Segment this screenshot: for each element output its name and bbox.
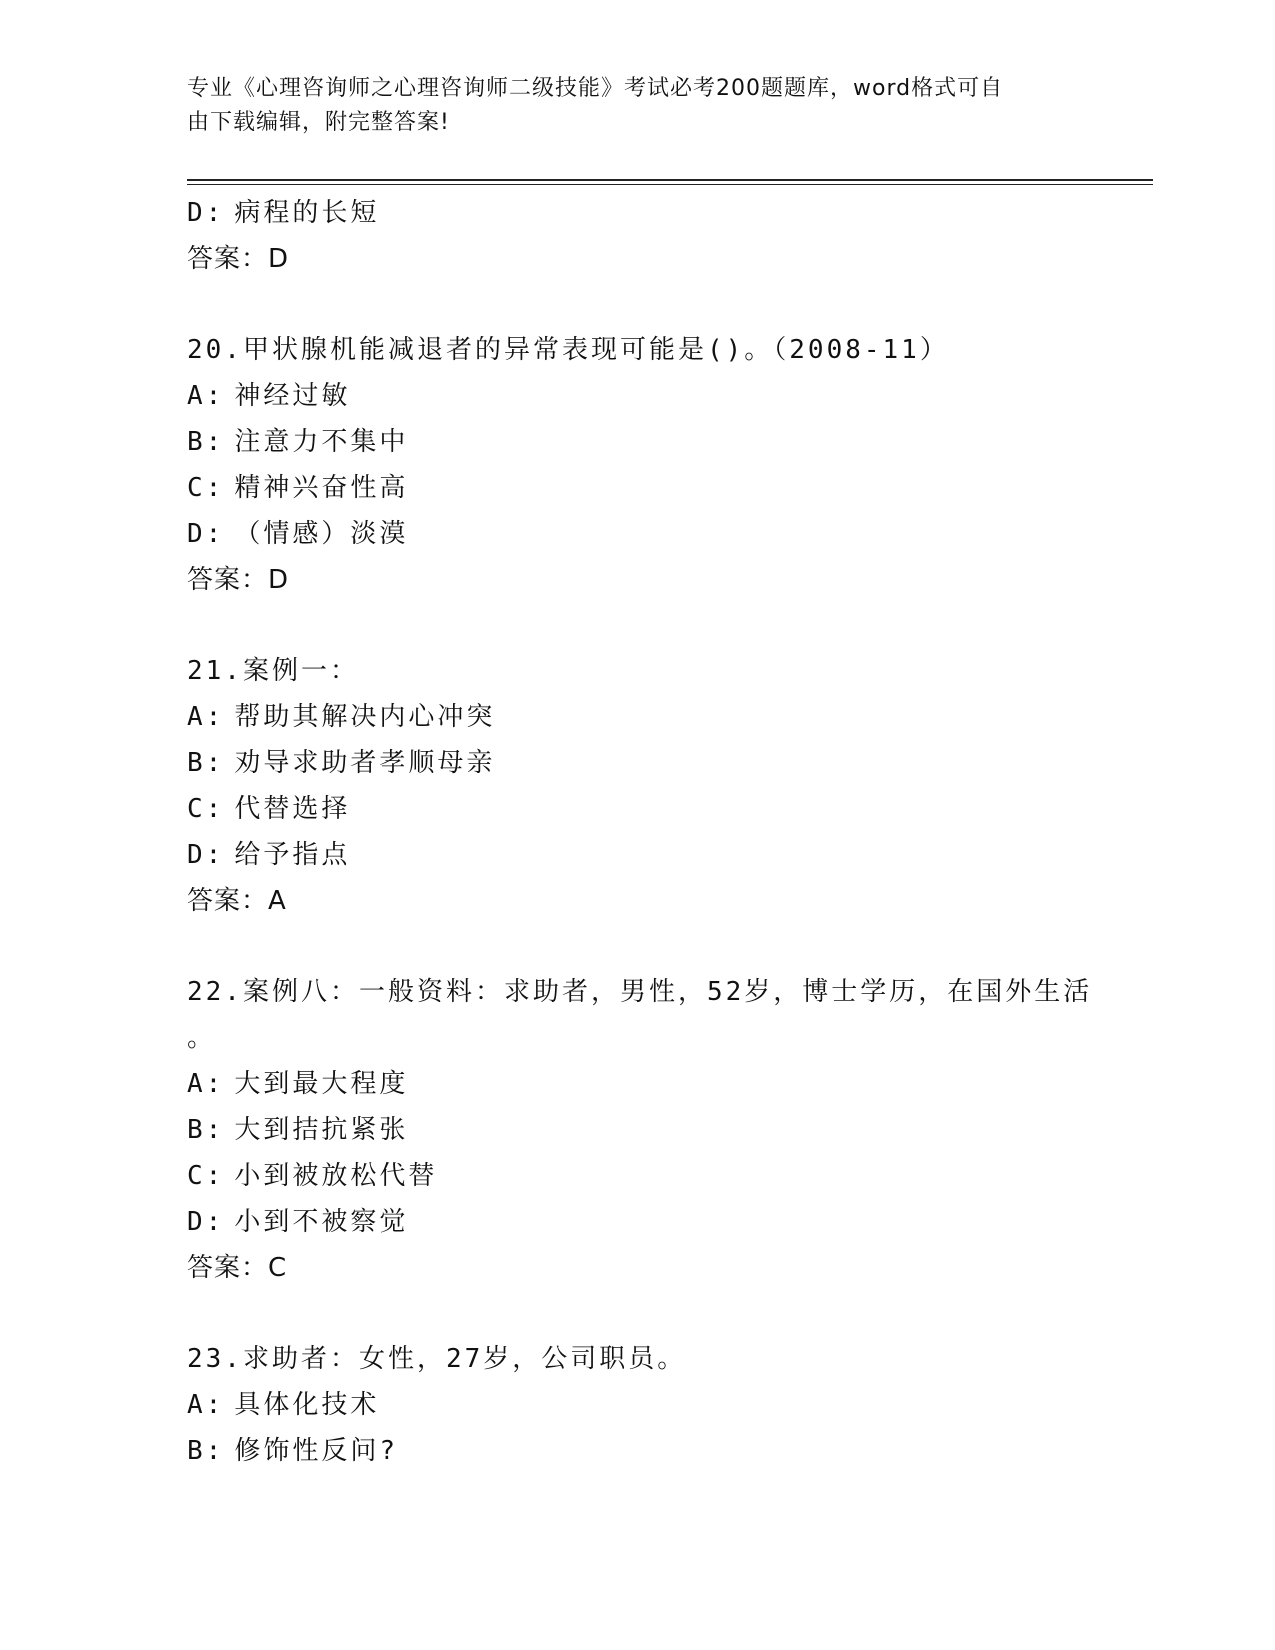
option-c [187,1153,1117,1199]
option-text: 精神兴奋性高 [234,473,409,503]
option-text: 小到被放松代替 [234,1161,438,1191]
option-text: 注意力不集中 [234,427,409,457]
question-stem: 20.甲状腺机能减退者的异常表现可能是()。（2008-11） [187,335,949,365]
option-label: A: [187,1069,225,1099]
option-label: B: [187,748,225,778]
option-d [187,511,1117,557]
option-b [187,1428,1117,1474]
option-b [187,419,1117,465]
answer: 答案：D [187,244,290,274]
option-text: 病程的长短 [234,198,380,228]
option-label: B: [187,427,225,457]
option-label: C: [187,1161,225,1191]
option-label: D: [187,840,225,870]
option-d [187,832,1117,878]
option-a [187,694,1117,740]
question-list [187,190,1117,1474]
option-text: （情感）淡漠 [234,519,409,549]
answer: 答案：D [187,565,290,595]
answer: 答案：A [187,886,287,916]
question-stem-continuation: 。 [187,1023,217,1053]
option-text: 给予指点 [234,840,351,870]
option-text: 帮助其解决内心冲突 [234,702,496,732]
header-divider-thick [187,179,1153,181]
option-a [187,1061,1117,1107]
option-text: 修饰性反问? [234,1436,398,1466]
option-label: D: [187,1207,225,1237]
question-stem: 21.案例一： [187,656,359,686]
answer: 答案：C [187,1253,288,1283]
option-label: D: [187,519,225,549]
option-label: A: [187,1390,225,1420]
option-b [187,740,1117,786]
option-c [187,786,1117,832]
option-label: B: [187,1436,225,1466]
option-text: 大到拮抗紧张 [234,1115,409,1145]
option-text: 劝导求助者孝顺母亲 [234,748,496,778]
option-a [187,1382,1117,1428]
option-b [187,1107,1117,1153]
document-header [187,72,1067,140]
option-label: C: [187,473,225,503]
option-d [187,190,1117,236]
option-a [187,373,1117,419]
option-label: C: [187,794,225,824]
option-text: 代替选择 [234,794,351,824]
option-label: D: [187,198,225,228]
option-text: 大到最大程度 [234,1069,409,1099]
option-text: 神经过敏 [234,381,351,411]
question-stem: 23.求助者：女性，27岁，公司职员。 [187,1344,687,1374]
header-line-2: 由下载编辑，附完整答案! [187,110,450,135]
option-d [187,1199,1117,1245]
option-label: A: [187,381,225,411]
header-line-1: 专业《心理咨询师之心理咨询师二级技能》考试必考200题题库，word格式可自 [187,76,1004,101]
option-text: 小到不被察觉 [234,1207,409,1237]
header-divider-thin [187,184,1153,185]
option-text: 具体化技术 [234,1390,380,1420]
option-c [187,465,1117,511]
option-label: B: [187,1115,225,1145]
question-stem: 22.案例八：一般资料：求助者，男性，52岁，博士学历，在国外生活 [187,977,1093,1007]
option-label: A: [187,702,225,732]
